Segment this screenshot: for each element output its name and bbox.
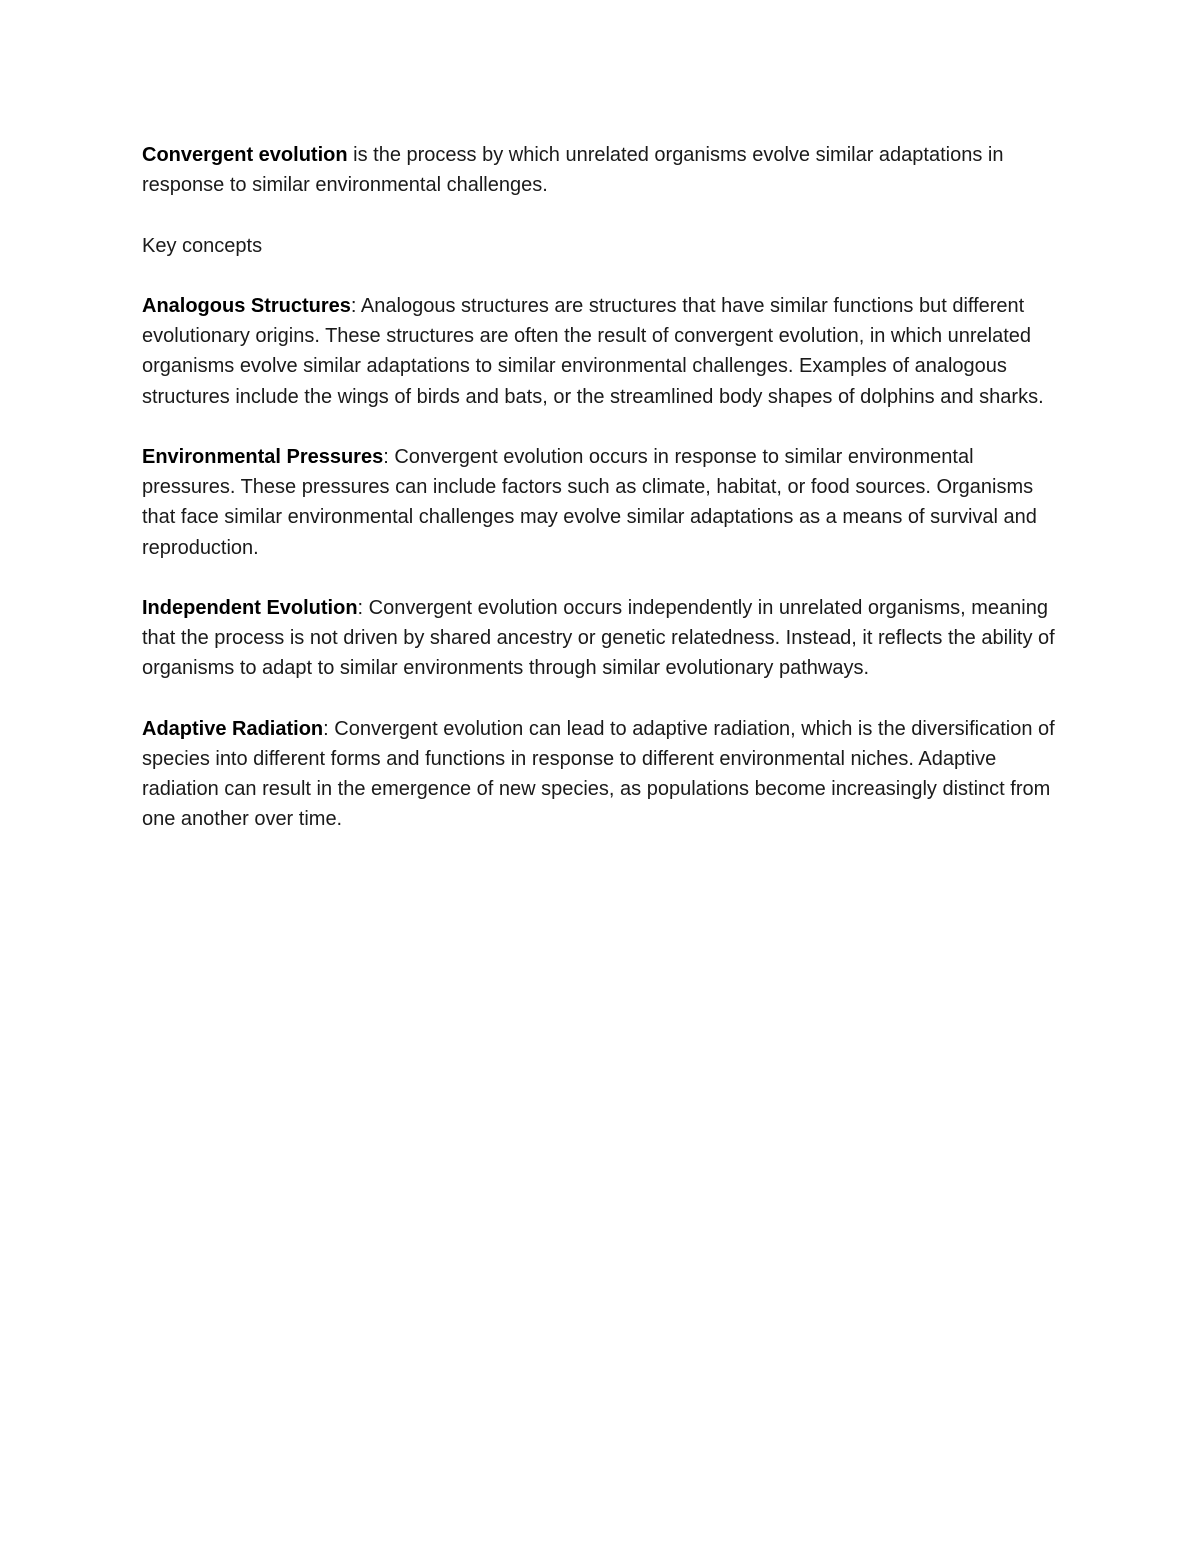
concept-text: : Convergent evolution occurs independently in unrelated organisms, meaning that the process is not driven by shared ancestry or genetic relatedness. Instead, it reflects the ability of organisms to adapt to similar environments through similar evolutionary pathways. [142,596,1055,680]
concept-environmental-pressures [142,442,1062,563]
section-heading: Key concepts [142,234,263,257]
concept-analogous-structures [142,291,1062,412]
concept-term: Environmental Pressures [142,445,384,468]
document-body [142,140,1062,865]
concept-adaptive-radiation [142,714,1062,835]
concept-term: Analogous Structures [142,294,351,317]
intro-text: is the process by which unrelated organisms evolve similar adaptations in response to similar environmental challenges. [142,144,1004,197]
concept-text: : Analogous structures are structures that have similar functions but different evolutionary origins. These structures are often the result of convergent evolution, in which unrelated organisms evolve similar adaptations to similar environmental challenges. Examples of analogous structures include the wings of birds and bats, or the streamlined body shapes of dolphins and sharks. [142,294,1044,408]
intro-paragraph [142,140,1062,200]
concept-text: : Convergent evolution occurs in response to similar environmental pressures. These pressures can include factors such as climate, habitat, or food sources. Organisms that face similar environmental challenges may evolve similar adaptations as a means of survival and reproduction. [142,445,1037,559]
concept-independent-evolution [142,593,1062,684]
concept-term: Adaptive Radiation [142,717,324,740]
concept-term: Independent Evolution [142,596,358,619]
concept-text: : Convergent evolution can lead to adaptive radiation, which is the diversification of species into different forms and functions in response to different environmental niches. Adaptive radiation can result in the emergence of new species, as populations become increasingly distinct from one another over time. [142,717,1055,831]
intro-term: Convergent evolution [142,144,348,166]
